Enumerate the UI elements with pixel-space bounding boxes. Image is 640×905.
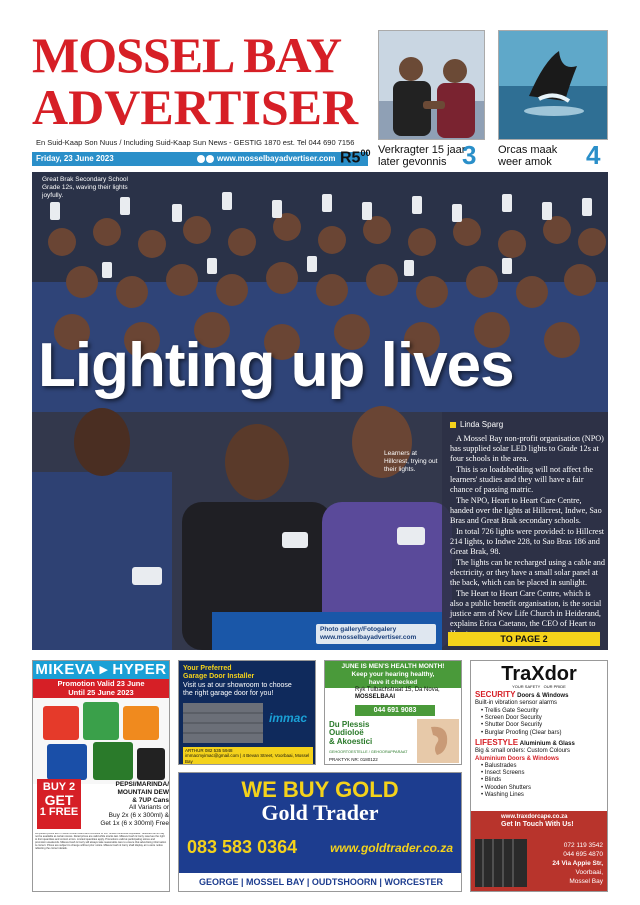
byline-marker-icon: [450, 422, 456, 428]
lifestyle-heading: LIFESTYLE: [475, 737, 519, 747]
mikeva-deal-badge: [37, 779, 81, 829]
garage-headline: [179, 661, 315, 681]
audiology-phone[interactable]: 044 691 9083: [355, 705, 435, 716]
photo-credit-line1: Photo gallery/Fotogalery: [320, 626, 397, 633]
gold-brand: Gold Trader: [261, 800, 379, 825]
audiology-banner2: Keep your hearing healthy,: [351, 670, 435, 678]
security-item: • Screen Door Security: [481, 714, 542, 721]
lifestyle-list: [475, 763, 603, 800]
masthead-title-line2: ADVERTISER: [32, 79, 359, 135]
mikeva-ad[interactable]: [32, 660, 170, 892]
security-intro: Built-in vibration sensor alarms: [475, 700, 558, 707]
teaser-photo-1[interactable]: [378, 30, 485, 140]
mikeva-promo-line1: Promotion Valid 23 June: [57, 679, 145, 688]
security-list: [475, 708, 603, 737]
traxdor-logo: [471, 661, 607, 689]
traxdor-tag2: OUR PRIDE: [543, 684, 566, 689]
masthead-subtitle: En Suid-Kaap Son Nuus / Including Suid-Kaap Sun News - GESTIG 1870 est. Tel 044 690 7156: [36, 138, 355, 147]
audiology-brand: [329, 721, 409, 746]
lead-article: [450, 420, 605, 640]
garage-door-ad[interactable]: [178, 660, 316, 765]
traxdor-security: [471, 689, 607, 800]
garage-line2: Garage Door Installer: [183, 673, 255, 681]
lead-photo-caption: Great Brak Secondary School Grade 12s, waving their lights joyfully.: [42, 176, 128, 199]
price-rand: R5: [340, 149, 361, 167]
lifestyle-item: • Wooden Shutters: [481, 784, 532, 791]
photo-credit[interactable]: [316, 624, 436, 644]
masthead-title: [32, 27, 362, 135]
ear-photo: [417, 719, 459, 763]
teaser-caption-1[interactable]: [378, 144, 465, 168]
audiology-banner: [325, 661, 461, 688]
audiology-name3: & Akoestici: [329, 736, 373, 746]
traxdor-contact-details: [531, 841, 603, 886]
mikeva-name2: HYPER: [112, 661, 167, 678]
website-link[interactable]: www.mosselbayadvertiser.com: [217, 154, 336, 163]
social-icons: [197, 154, 215, 166]
dateline-bar: [32, 152, 368, 166]
garage-phone: ARTHUR 082 535 5948: [185, 748, 233, 753]
facebook-icon: [197, 154, 215, 164]
audiology-name1: Du Plessis: [329, 720, 370, 729]
teaser-1-line2: later gevonnis: [378, 156, 447, 169]
garage-line3: Visit us at our showroom to choose: [183, 682, 292, 690]
audiology-address: [355, 687, 440, 701]
audiology-banner1: JUNE IS MEN'S HEALTH MONTH!: [341, 663, 445, 670]
gold-website[interactable]: www.goldtrader.co.za: [330, 840, 453, 855]
deal-line1: BUY 2: [42, 781, 76, 793]
garage-sub: [179, 681, 315, 699]
lifestyle-item: • Blinds: [481, 777, 502, 784]
cover-price: [340, 148, 370, 167]
garage-door-image: [183, 703, 263, 743]
security-item: • Shutter Door Security: [481, 722, 543, 729]
lifestyle-item: • Balustrades: [481, 762, 517, 769]
mikeva-name: MIKEVA: [35, 661, 96, 678]
lifestyle-item: • Insect Screens: [481, 770, 525, 777]
mikeva-sep: ▸: [99, 661, 108, 678]
mikeva-fine-print: All quoted prices are in South African Rand and inclusive of VAT unless otherwise stipulated. Selected items may not be available at certain stores. Retail prices are valid while stocks last. Mikeva Cash & Carry reserves the right to limit quantities and correct errors. Limited quantities apply. Promotions valid at participating stores and promotion weekends. Mikeva Cash & Carry will always take reasonable care to ensure that advertising information is correct. Prices are subject to change without prior notice. Mikeva Cash & Carry shall display at in-store notice reflecting the correct details.: [35, 833, 167, 850]
article-paragraph: In total 726 lights were provided: to Hillcrest 214 lights, to Indwe 228, to Sao Bras 186 and Great Brak, 98.: [450, 526, 605, 556]
mikeva-promo-line2: Until 25 June 2023: [68, 687, 134, 697]
audiology-address2: MOSSELBAAI: [355, 694, 396, 701]
lifestyle-intro: Big & small orders: Custom Colours: [475, 748, 571, 755]
audiology-practice-number: PRAKTYK NR: 0180122: [329, 757, 378, 762]
teaser-page-2: 4: [586, 140, 601, 170]
audiology-ad[interactable]: [324, 660, 462, 765]
gold-trader-ad[interactable]: [178, 772, 462, 892]
photo-credit-line2: www.mosselbayadvertiser.com: [320, 633, 417, 641]
traxdor-contact-panel: [471, 811, 608, 891]
gold-contact-row: [179, 825, 461, 858]
garage-email: immacmyimac@gmail.com: [185, 753, 239, 759]
teaser-caption-2[interactable]: [498, 144, 557, 168]
product-line5: Buy 2x (6 x 300ml) &: [108, 812, 169, 820]
traxdor-address1: 24 Via Appie Str,: [552, 860, 603, 868]
teaser-photo-court: [379, 31, 485, 140]
traxdor-touch: Get In Touch With Us!: [501, 821, 574, 828]
security-sub: Doors & Windows: [517, 693, 569, 699]
lifestyle-sub: Aluminium & Glass: [519, 740, 575, 747]
article-paragraph: The lights can be recharged using a cable and electricity, or they have a small solar panel at the back, which can be placed in sunlight.: [450, 557, 605, 587]
traxdor-address3: Mossel Bay: [569, 878, 603, 886]
byline-author: Linda Sparg: [460, 420, 504, 429]
traxdor-brand: TraXdor: [501, 663, 577, 685]
article-paragraph: The NPO, Heart to Heart Care Centre, handed over the lights at Hillcrest, Indwe, Sao Bras and Great Brak secondary schools.: [450, 495, 602, 525]
security-heading: SECURITY: [475, 690, 516, 699]
soft-drink-cans-image: [33, 698, 169, 784]
gold-towns: GEORGE | MOSSEL BAY | OUDTSHOORN | WORCESTER: [179, 873, 462, 891]
audiology-tagline: GEHOORTOESTELLE / GEHOORAPPARAAT: [329, 750, 408, 754]
teaser-photo-orca: [499, 31, 608, 140]
mikeva-logo: [33, 661, 169, 679]
lead-headline: Lighting up lives: [38, 331, 514, 400]
issue-date: Friday, 23 June 2023: [36, 154, 114, 163]
security-item: • Burglar Proofing (Clear bars): [481, 729, 562, 736]
security-door-image: [475, 839, 527, 887]
price-cents: 00: [360, 148, 371, 158]
traxdor-address2: Voorbaai,: [575, 869, 603, 877]
garage-line1: Your Preferred: [183, 665, 232, 672]
mikeva-product-text: [83, 781, 169, 828]
product-line2: MOUNTAIN DEW: [117, 788, 169, 796]
teaser-2-line2: weer amok: [498, 156, 552, 169]
audiology-name2: Oudioloë: [329, 728, 364, 738]
teaser-photo-2[interactable]: [498, 30, 608, 140]
traxdor-phone2[interactable]: 044 695 4870: [563, 851, 603, 859]
garage-line4: the right garage door for you!: [183, 690, 274, 698]
traxdor-phone1[interactable]: 072 119 3542: [563, 842, 603, 849]
teaser-2-line1: Orcas maak: [498, 144, 558, 156]
garage-address: 4 Bevan Street, Voorbaai, Mossel Bay: [185, 753, 310, 764]
article-paragraph: This is so loadshedding will not affect the learners' studies and they will have a fair chance of passing matric.: [450, 464, 593, 494]
product-line4: All Variants or: [129, 804, 169, 812]
traxdor-tag1: YOUR SAFETY: [512, 684, 541, 689]
deal-line3: 1 FREE: [39, 806, 79, 818]
security-item: • Trellis Gate Security: [481, 707, 539, 714]
product-line3: & 7UP Cans: [132, 796, 169, 804]
teaser-1-line1: Verkragter 15 jaar: [378, 144, 466, 156]
article-paragraph: A Mossel Bay non-profit organisation (NPO) has supplied solar LED lights to Grade 12s at four schools in the area.: [450, 433, 604, 463]
garage-contact: ARTHUR 082 535 5948 immacmyimac@gmail.com | 4 Bevan Street, Voorbaai, Mossel Bay: [183, 747, 313, 765]
masthead-title-line1: MOSSEL BAY: [32, 27, 342, 83]
teaser-page-1: 3: [462, 140, 477, 170]
mikeva-promo: [33, 679, 169, 698]
deal-line2: GET: [44, 792, 74, 808]
traxdor-web[interactable]: www.traxdorcape.co.za: [501, 814, 568, 820]
article-byline: [450, 420, 605, 430]
lifestyle-item: • Washing Lines: [481, 792, 524, 799]
alu-heading: Aluminium Doors & Windows: [475, 755, 559, 762]
product-line1: PEPSI/MARINDA/: [115, 781, 169, 788]
product-line6: Get 1x (6 x 300ml) Free: [100, 819, 169, 827]
continue-to-page-2[interactable]: TO PAGE 2: [448, 632, 600, 646]
inset-photo-caption: Learners at Hillcrest, trying out their lights.: [384, 450, 438, 473]
traxdor-ad[interactable]: [470, 660, 608, 892]
immac-logo: immac: [269, 711, 308, 725]
gold-headline: WE BUY GOLD: [241, 777, 399, 802]
gold-phone[interactable]: 083 583 0364: [187, 837, 298, 858]
article-paragraph: The Heart to Heart Care Centre, which is also a public benefit organisation, is the social justice arm of New Life Church in Heiderand, explains Erica Caetano, the CEO of Heart to: [450, 588, 602, 628]
audiology-address1: Ryk Tulbachstraat 15, Da Nova,: [355, 687, 440, 693]
audiology-banner3: have it checked: [368, 678, 418, 686]
